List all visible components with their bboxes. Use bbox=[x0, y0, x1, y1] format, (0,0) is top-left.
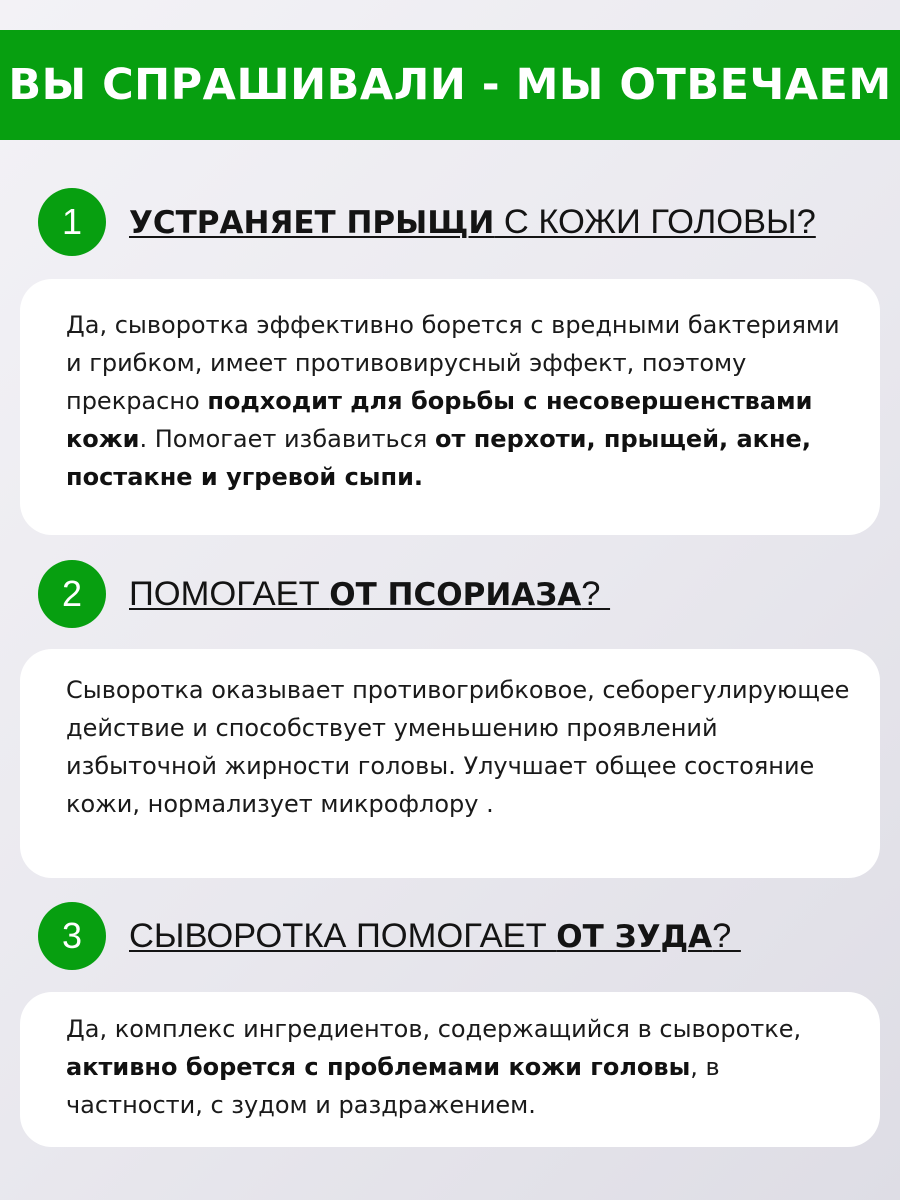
question-heading-pre: СЫВОРОТКА ПОМОГАЕТ bbox=[129, 916, 557, 955]
answer-text-bold: активно борется с проблемами кожи головы bbox=[66, 1053, 691, 1081]
question-heading-bold: УСТРАНЯЕТ ПРЫЩИ bbox=[129, 204, 495, 241]
question-heading bbox=[129, 917, 741, 956]
question-heading-bold: ОТ ПСОРИАЗА bbox=[329, 576, 582, 613]
question-3 bbox=[38, 902, 878, 970]
answer-text: Сыворотка оказывает противогрибковое, себорегулирующее действие и способствует уменьшению проявлений избыточной жирности головы. Улучшает общее состояние кожи, нормализует микрофлору . bbox=[66, 676, 850, 818]
question-number-badge: 1 bbox=[38, 188, 106, 256]
answer-text-bold: от перхоти, прыщей, акне, постакне и угревой сыпи. bbox=[66, 425, 811, 491]
question-2 bbox=[38, 560, 878, 628]
question-heading-post: ? bbox=[712, 916, 741, 955]
answer-text-part: . Помогает избавиться bbox=[139, 425, 435, 453]
question-number-badge: 2 bbox=[38, 560, 106, 628]
page-title: ВЫ СПРАШИВАЛИ - МЫ ОТВЕЧАЕМ bbox=[8, 60, 892, 110]
answer-text bbox=[66, 1010, 860, 1124]
answer-text bbox=[66, 306, 860, 496]
answer-card-1 bbox=[20, 279, 880, 535]
question-heading-pre: ПОМОГАЕТ bbox=[129, 574, 330, 613]
question-heading bbox=[129, 203, 816, 242]
header-banner bbox=[0, 30, 900, 140]
question-heading-rest: С КОЖИ ГОЛОВЫ? bbox=[494, 202, 816, 241]
question-1 bbox=[38, 188, 878, 256]
question-number-badge: 3 bbox=[38, 902, 106, 970]
question-heading bbox=[129, 575, 610, 614]
answer-text-bold: подходит для борьбы с несовершенствами кожи bbox=[66, 387, 813, 453]
answer-card-3 bbox=[20, 992, 880, 1147]
question-heading-bold: ОТ ЗУДА bbox=[556, 918, 713, 955]
answer-text-part: Да, комплекс ингредиентов, содержащийся в сыворотке, bbox=[66, 1015, 802, 1043]
answer-text-part: , в частности, с зудом и раздражением. bbox=[66, 1053, 720, 1119]
answer-card-2 bbox=[20, 649, 880, 878]
question-heading-post: ? bbox=[581, 574, 611, 613]
answer-text-part: Да, сыворотка эффективно борется с вредными бактериями и грибком, имеет противовирусный эффект, поэтому прекрасно bbox=[66, 311, 840, 415]
